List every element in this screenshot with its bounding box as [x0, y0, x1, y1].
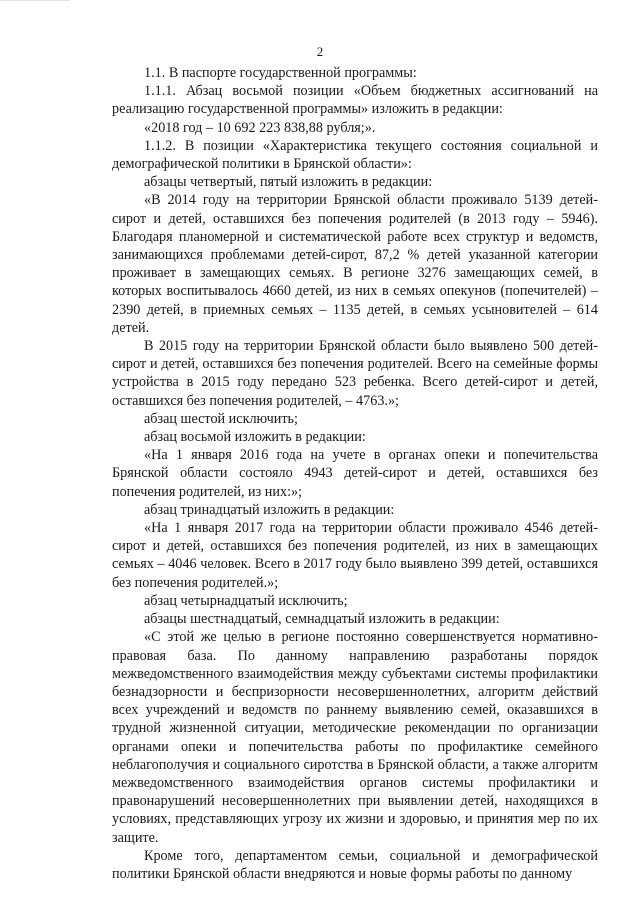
paragraph-16: Кроме того, департаментом семьи, социальной и демографической политики Брянской области внедряются и новые формы работы по данному: [112, 847, 598, 882]
paragraph-10: «На 1 января 2016 года на учете в органах опеки и попечительства Брянской области состояло 4943 детей-сирот и детей, оставшихся без попечения родителей, из них:»;: [112, 447, 598, 500]
page-number: 2: [316, 44, 324, 59]
paragraph-1: 1.1. В паспорте государственной программы:: [144, 65, 417, 81]
paragraph-7: В 2015 году на территории Брянской области было выявлено 500 детей-сирот и детей, оставшихся без попечения родителей. Всего на семейные формы устройства в 2015 году передано 523 ребенка. Всего детей-сирот и детей, оставшихся без попечения родителей, – 4763.»;: [112, 338, 598, 409]
paragraph-15: «С этой же целью в регионе постоянно совершенствуется нормативно-правовая база. По данному направлению разработаны порядок межведомственного взаимодействия между субъектами системы профилактики безнадзорности и беспризорности несовершеннолетних, алгоритм действий всех учреждений и ведомств по раннему выявлению семей, оказавшихся в трудной жизненной ситуации, методические рекомендации по организации органами опеки и попечительства работы по профилактике семейного неблагополучия и социального сиротства в Брянской области, а также алгоритм межведомственного взаимодействия органов системы профилактики и правонарушений несовершеннолетних при выявлении детей, находящихся в условиях, представляющих угрозу их жизни и здоровью, и принятия мер по их защите.: [112, 629, 598, 846]
paragraph-9: абзац восьмой изложить в редакции:: [144, 429, 366, 446]
document-body: [112, 64, 598, 883]
paragraph-4: 1.1.2. В позиции «Характеристика текущего состояния социальной и демографической политики в Брянской области»:: [112, 137, 598, 173]
paragraph-6: «В 2014 году на территории Брянской области проживало 5139 детей-сирот и детей, оставшихся без попечения родителей (в 2013 году – 5946). Благодаря планомерной и систематической работе всех структур и ведомств, занимающихся проблемами детей-сирот, 87,2 % детей указанной категории проживает в замещающих семьях. В регионе 3276 замещающих семей, в которых воспитывалось 4660 детей, из них в семьях опекунов (попечителей) – 2390 детей, в приемных семьях – 1135 детей, в семьях усыновителей – 614 детей.: [112, 192, 598, 336]
paragraph-3: «2018 год – 10 692 223 838,88 рубля;».: [144, 119, 376, 136]
paragraph-11: абзац тринадцатый изложить в редакции:: [144, 501, 395, 518]
paragraph-12: «На 1 января 2017 года на территории области проживало 4546 детей-сирот и детей, оставшихся без попечения родителей, из них в замещающих семьях – 4046 человек. Всего в 2017 году было выявлено 399 детей, оставшихся без попечения родителей.»;: [112, 520, 598, 591]
paragraph-8: абзац шестой исключить;: [144, 410, 298, 427]
paragraph-13: абзац четырнадцатый исключить;: [144, 592, 348, 609]
paragraph-2: 1.1.1. Абзац восьмой позиции «Объем бюджетных ассигнований на реализацию государственной программы» изложить в редакции:: [112, 83, 598, 118]
scan-edge-mark: [0, 0, 70, 7]
paragraph-5: абзацы четвертый, пятый изложить в редакции:: [144, 174, 433, 191]
paragraph-14: абзацы шестнадцатый, семнадцатый изложить в редакции:: [144, 611, 500, 628]
